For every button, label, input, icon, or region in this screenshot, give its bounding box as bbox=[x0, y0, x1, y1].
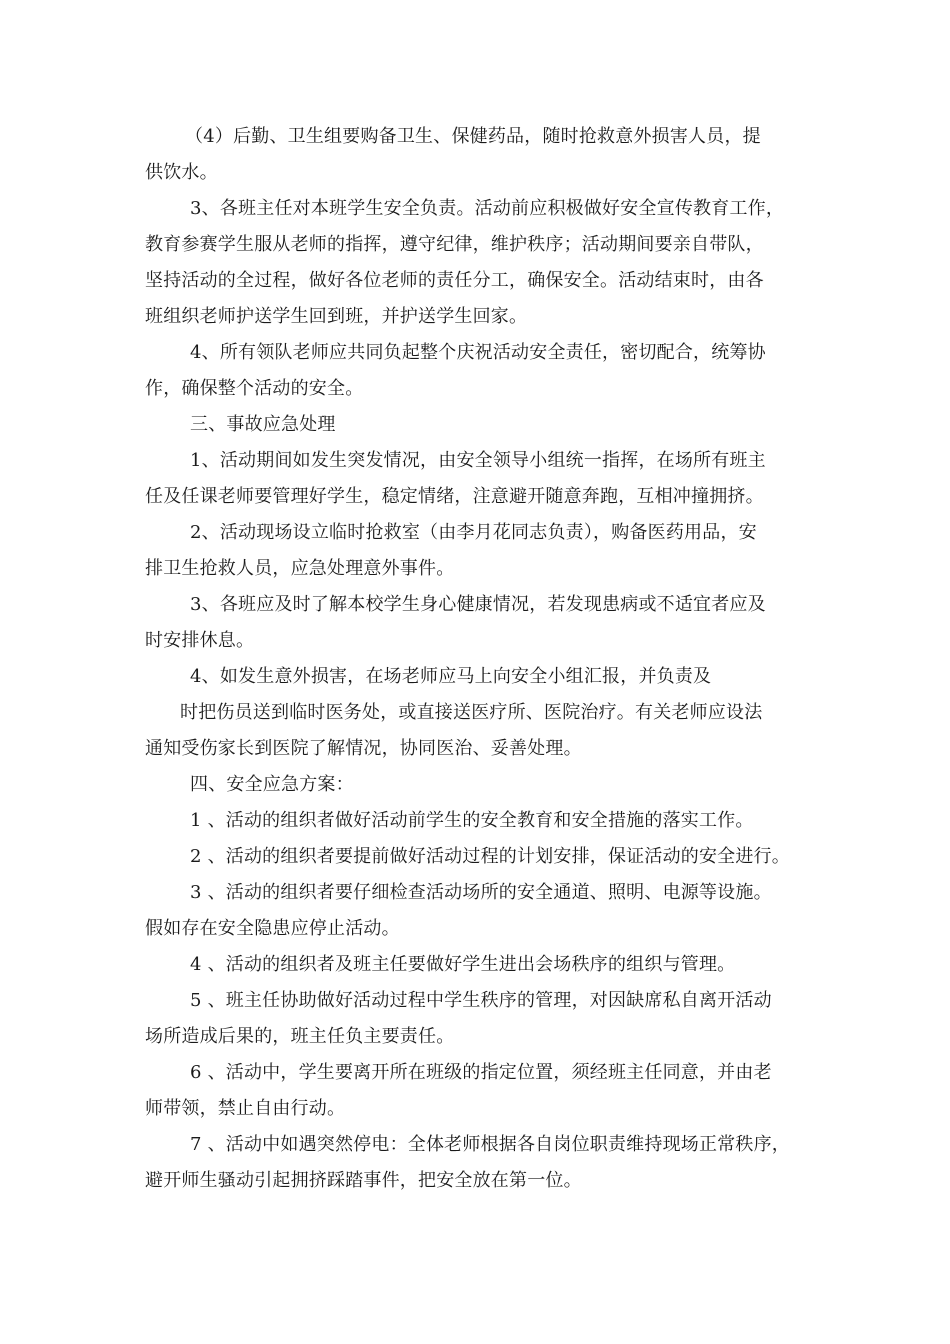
text-line: 2 、活动的组织者要提前做好活动过程的计划安排，保证活动的安全进行。 bbox=[190, 846, 790, 867]
text-line: 1 、活动的组织者做好活动前学生的安全教育和安全措施的落实工作。 bbox=[190, 810, 754, 831]
text-line: 避开师生骚动引起拥挤踩踏事件，把安全放在第一位。 bbox=[145, 1170, 582, 1191]
text-line: 坚持活动的全过程，做好各位老师的责任分工，确保安全。活动结束时，由各 bbox=[145, 270, 764, 291]
text-line: （4）后勤、卫生组要购备卫生、保健药品，随时抢救意外损害人员，提 bbox=[185, 126, 761, 147]
text-line: 场所造成后果的，班主任负主要责任。 bbox=[145, 1026, 455, 1047]
text-line: 供饮水。 bbox=[145, 162, 218, 183]
text-line: 6 、活动中，学生要离开所在班级的指定位置，须经班主任同意，并由老 bbox=[190, 1062, 772, 1083]
text-line: 教育参赛学生服从老师的指挥，遵守纪律，维护秩序；活动期间要亲自带队， bbox=[145, 234, 764, 255]
text-line: 师带领，禁止自由行动。 bbox=[145, 1098, 346, 1119]
text-line: 4、如发生意外损害，在场老师应马上向安全小组汇报，并负责及 bbox=[190, 666, 712, 687]
text-line: 7 、活动中如遇突然停电：全体老师根据各自岗位职责维持现场正常秩序， bbox=[190, 1134, 790, 1155]
section-heading: 四、安全应急方案： bbox=[190, 774, 354, 795]
text-line: 3、各班主任对本班学生安全负责。活动前应积极做好安全宣传教育工作， bbox=[190, 198, 785, 219]
text-line: 4 、活动的组织者及班主任要做好学生进出会场秩序的组织与管理。 bbox=[190, 954, 736, 975]
text-line: 排卫生抢救人员，应急处理意外事件。 bbox=[145, 558, 455, 579]
text-line: 时安排休息。 bbox=[145, 630, 255, 651]
text-line: 5 、班主任协助做好活动过程中学生秩序的管理，对因缺席私自离开活动 bbox=[190, 990, 772, 1011]
text-line: 作，确保整个活动的安全。 bbox=[145, 378, 364, 399]
text-line: 任及任课老师要管理好学生，稳定情绪，注意避开随意奔跑，互相冲撞拥挤。 bbox=[145, 486, 764, 507]
text-line: 3、各班应及时了解本校学生身心健康情况，若发现患病或不适宜者应及 bbox=[190, 594, 766, 615]
text-line: 1、活动期间如发生突发情况，由安全领导小组统一指挥，在场所有班主 bbox=[190, 450, 766, 471]
text-line: 3 、活动的组织者要仔细检查活动场所的安全通道、照明、电源等设施。 bbox=[190, 882, 772, 903]
text-line: 班组织老师护送学生回到班，并护送学生回家。 bbox=[145, 306, 528, 327]
text-line: 4、所有领队老师应共同负起整个庆祝活动安全责任，密切配合，统筹协 bbox=[190, 342, 766, 363]
section-heading: 三、事故应急处理 bbox=[190, 414, 336, 435]
text-line: 2、活动现场设立临时抢救室（由李月花同志负责），购备医药用品，安 bbox=[190, 522, 757, 543]
text-line: 假如存在安全隐患应停止活动。 bbox=[145, 918, 400, 939]
text-line: 时把伤员送到临时医务处，或直接送医疗所、医院治疗。有关老师应设法 bbox=[180, 702, 763, 723]
text-line: 通知受伤家长到医院了解情况，协同医治、妥善处理。 bbox=[145, 738, 582, 759]
